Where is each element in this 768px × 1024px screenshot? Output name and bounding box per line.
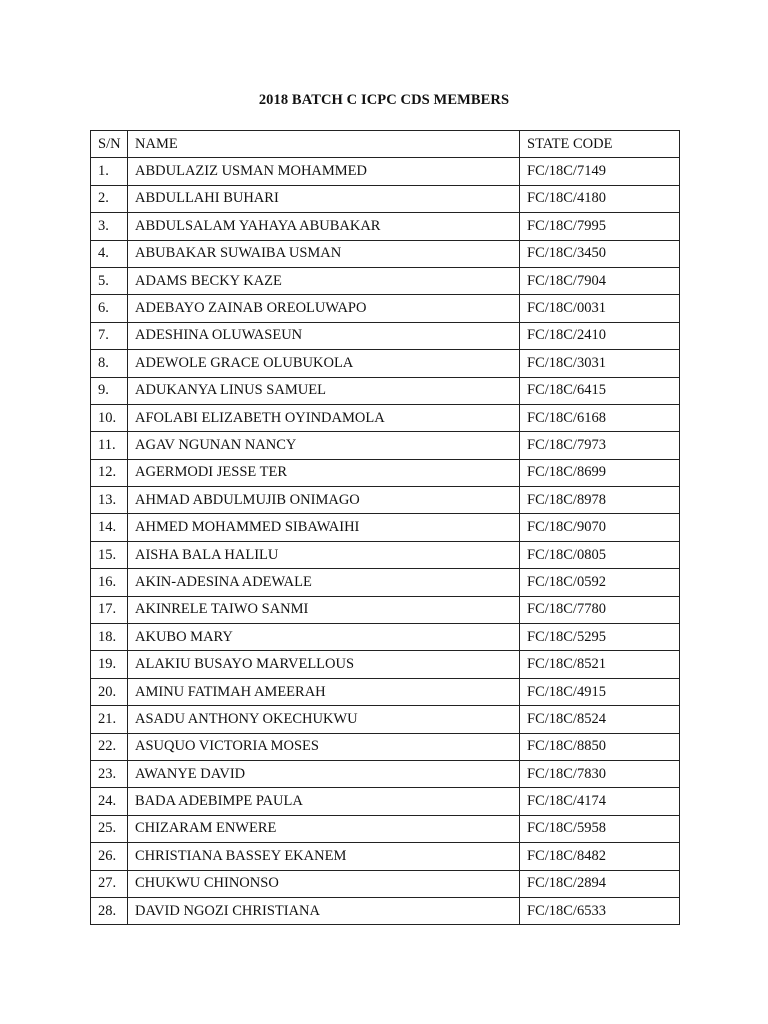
table-row [91,569,680,596]
cell-state-code: FC/18C/4180 [520,185,680,212]
cell-state-code: FC/18C/7830 [520,760,680,787]
table-row [91,706,680,733]
cell-name: AGAV NGUNAN NANCY [128,432,520,459]
cell-state-code: FC/18C/8978 [520,487,680,514]
table-row [91,459,680,486]
cell-name: AHMAD ABDULMUJIB ONIMAGO [128,487,520,514]
table-row [91,624,680,651]
cell-name: ASUQUO VICTORIA MOSES [128,733,520,760]
cell-state-code: FC/18C/0031 [520,295,680,322]
cell-sn: 26. [91,843,128,870]
cell-sn: 14. [91,514,128,541]
cell-sn: 19. [91,651,128,678]
table-row [91,213,680,240]
table-row [91,760,680,787]
cell-sn: 18. [91,624,128,651]
page-title: 2018 BATCH C ICPC CDS MEMBERS [258,92,510,108]
cell-sn: 24. [91,788,128,815]
cell-state-code: FC/18C/9070 [520,514,680,541]
cell-sn: 28. [91,897,128,924]
table-row [91,514,680,541]
table-row [91,432,680,459]
cell-sn: 10. [91,404,128,431]
header-name: NAME [128,131,520,158]
cell-state-code: FC/18C/8524 [520,706,680,733]
cell-state-code: FC/18C/2410 [520,322,680,349]
cell-sn: 8. [91,350,128,377]
header-sn: S/N [91,131,128,158]
cell-sn: 4. [91,240,128,267]
table-row [91,350,680,377]
table-row [91,815,680,842]
cell-name: CHIZARAM ENWERE [128,815,520,842]
cell-name: AKIN-ADESINA ADEWALE [128,569,520,596]
cell-state-code: FC/18C/0592 [520,569,680,596]
cell-name: ABDULSALAM YAHAYA ABUBAKAR [128,213,520,240]
cell-name: ALAKIU BUSAYO MARVELLOUS [128,651,520,678]
cell-name: ADAMS BECKY KAZE [128,267,520,294]
cell-sn: 16. [91,569,128,596]
cell-state-code: FC/18C/4915 [520,678,680,705]
cell-name: ABDULLAHI BUHARI [128,185,520,212]
cell-sn: 1. [91,158,128,185]
table-row [91,897,680,924]
cell-sn: 11. [91,432,128,459]
cell-state-code: FC/18C/5958 [520,815,680,842]
table-header-row [91,131,680,158]
cell-sn: 2. [91,185,128,212]
cell-state-code: FC/18C/8521 [520,651,680,678]
cell-name: AISHA BALA HALILU [128,541,520,568]
cell-state-code: FC/18C/8699 [520,459,680,486]
cell-name: ABUBAKAR SUWAIBA USMAN [128,240,520,267]
cell-name: AKINRELE TAIWO SANMI [128,596,520,623]
table-row [91,487,680,514]
cell-state-code: FC/18C/7780 [520,596,680,623]
table-row [91,295,680,322]
cell-sn: 7. [91,322,128,349]
table-body [91,158,680,925]
cell-sn: 17. [91,596,128,623]
cell-name: CHRISTIANA BASSEY EKANEM [128,843,520,870]
cell-name: DAVID NGOZI CHRISTIANA [128,897,520,924]
cell-state-code: FC/18C/8482 [520,843,680,870]
cell-sn: 22. [91,733,128,760]
table-row [91,788,680,815]
cell-state-code: FC/18C/4174 [520,788,680,815]
cell-name: BADA ADEBIMPE PAULA [128,788,520,815]
header-state-code: STATE CODE [520,131,680,158]
cell-state-code: FC/18C/3031 [520,350,680,377]
cell-sn: 20. [91,678,128,705]
cell-sn: 27. [91,870,128,897]
cell-state-code: FC/18C/7904 [520,267,680,294]
cell-state-code: FC/18C/8850 [520,733,680,760]
cell-name: AWANYE DAVID [128,760,520,787]
cell-sn: 9. [91,377,128,404]
cell-name: ABDULAZIZ USMAN MOHAMMED [128,158,520,185]
cell-state-code: FC/18C/7995 [520,213,680,240]
cell-name: AGERMODI JESSE TER [128,459,520,486]
table-row [91,377,680,404]
table-row [91,267,680,294]
table-row [91,404,680,431]
cell-name: ADEWOLE GRACE OLUBUKOLA [128,350,520,377]
cell-state-code: FC/18C/6168 [520,404,680,431]
table-row [91,596,680,623]
cell-state-code: FC/18C/7149 [520,158,680,185]
cell-sn: 5. [91,267,128,294]
cell-name: ADEBAYO ZAINAB OREOLUWAPO [128,295,520,322]
table-row [91,870,680,897]
cell-name: AFOLABI ELIZABETH OYINDAMOLA [128,404,520,431]
cell-state-code: FC/18C/6533 [520,897,680,924]
cell-name: AKUBO MARY [128,624,520,651]
cell-state-code: FC/18C/3450 [520,240,680,267]
cell-sn: 23. [91,760,128,787]
cell-state-code: FC/18C/6415 [520,377,680,404]
cell-name: ADESHINA OLUWASEUN [128,322,520,349]
cell-sn: 12. [91,459,128,486]
table-row [91,158,680,185]
table-row [91,733,680,760]
cell-name: AHMED MOHAMMED SIBAWAIHI [128,514,520,541]
table-row [91,322,680,349]
cell-state-code: FC/18C/0805 [520,541,680,568]
cell-name: ASADU ANTHONY OKECHUKWU [128,706,520,733]
cell-name: AMINU FATIMAH AMEERAH [128,678,520,705]
cell-sn: 25. [91,815,128,842]
cell-sn: 21. [91,706,128,733]
members-table [90,130,680,925]
cell-state-code: FC/18C/7973 [520,432,680,459]
cell-sn: 15. [91,541,128,568]
table-row [91,240,680,267]
cell-name: ADUKANYA LINUS SAMUEL [128,377,520,404]
table-row [91,843,680,870]
cell-sn: 3. [91,213,128,240]
cell-state-code: FC/18C/5295 [520,624,680,651]
table-row [91,651,680,678]
cell-sn: 6. [91,295,128,322]
table-row [91,185,680,212]
cell-state-code: FC/18C/2894 [520,870,680,897]
cell-name: CHUKWU CHINONSO [128,870,520,897]
table-row [91,678,680,705]
table-row [91,541,680,568]
cell-sn: 13. [91,487,128,514]
